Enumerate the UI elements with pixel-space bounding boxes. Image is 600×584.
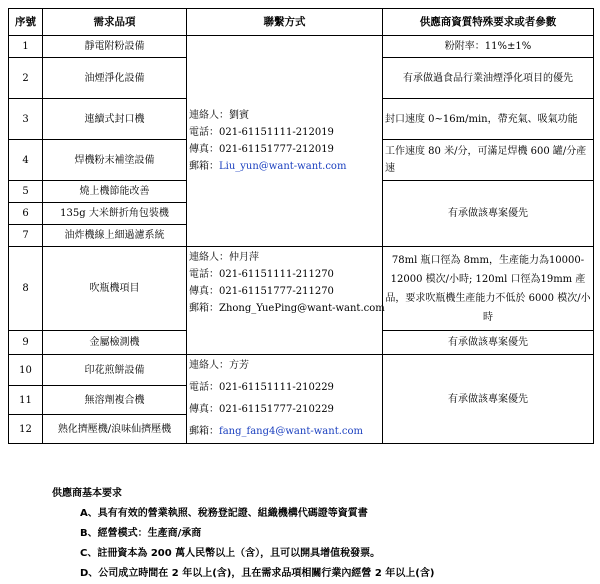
row-item: 金屬檢測機 — [43, 331, 187, 355]
email-label: 郵箱： — [189, 426, 219, 437]
table-row — [9, 247, 594, 331]
row-number: 12 — [9, 415, 43, 444]
email-label: 郵箱： — [189, 161, 219, 172]
contact-name: 連絡人：方芳 — [189, 360, 249, 371]
contact-cell-2 — [187, 247, 383, 355]
contact-phone: 電話：021-61151111-210229 — [189, 382, 334, 393]
row-requirement: 有承做該專案優先 — [383, 331, 594, 355]
note-item-b: B、經營模式：生產商/承商 — [80, 528, 202, 539]
contact-email-line — [189, 300, 385, 317]
header-contact: 聯繫方式 — [187, 9, 383, 36]
row-requirement: 粉附率：11%±1% — [383, 36, 594, 58]
table-row — [9, 36, 594, 58]
row-item: 燒上機節能改善 — [43, 181, 187, 203]
contact-email-line — [189, 421, 380, 443]
header-requirements: 供應商資質特殊要求或者參數 — [383, 9, 594, 36]
note-item-d: D、公司成立時間在 2 年以上(含)，且在需求品項相關行業內經營 2 年以上(含) — [80, 568, 435, 579]
row-number: 6 — [9, 203, 43, 225]
contact-name: 連絡人：仲月萍 — [189, 252, 259, 263]
header-item: 需求品項 — [43, 9, 187, 36]
row-item: 焊機粉末補塗設備 — [43, 140, 187, 181]
contact-fax: 傳真：021-61151777-210229 — [189, 404, 334, 415]
row-item: 油煙淨化設備 — [43, 58, 187, 99]
row-requirement: 工作速度 80 米/分，可滿足焊機 600 罐/分產速 — [383, 140, 594, 181]
row-item: 無溶劑複合機 — [43, 386, 187, 415]
note-item-a: A、具有有效的營業執照、稅務登記證、組織機構代碼證等資質書 — [80, 508, 368, 519]
email-link[interactable]: fang_fang4@want-want.com — [219, 426, 363, 437]
email-link[interactable]: Liu_yun@want-want.com — [219, 161, 347, 172]
row-item: 油炸機線上細過濾系統 — [43, 225, 187, 247]
row-number: 1 — [9, 36, 43, 58]
header-seq: 序號 — [9, 9, 43, 36]
row-number: 10 — [9, 355, 43, 386]
contact-cell-3 — [187, 355, 383, 444]
row-requirement-10-12: 有承做該專案優先 — [383, 355, 594, 444]
row-requirement: 78ml 瓶口徑為 8mm，生產能力為10000-12000 模次/小時; 120ml 口徑為19mm 產品，要求吹瓶機生產能力不低於 6000 模次/小時 — [383, 247, 594, 331]
notes-heading: 供應商基本要求 — [52, 488, 122, 499]
row-number: 3 — [9, 99, 43, 140]
row-number: 8 — [9, 247, 43, 331]
row-number: 11 — [9, 386, 43, 415]
row-item: 靜電附粉設備 — [43, 36, 187, 58]
row-item: 吹瓶機項目 — [43, 247, 187, 331]
row-item: 135g 大米餅折角包裝機 — [43, 203, 187, 225]
row-requirement-5-7: 有承做該專案優先 — [383, 181, 594, 247]
row-item: 連續式封口機 — [43, 99, 187, 140]
row-number: 7 — [9, 225, 43, 247]
contact-email-line — [189, 158, 380, 175]
email-label: 郵箱： — [189, 303, 219, 314]
row-item: 印花煎餅設備 — [43, 355, 187, 386]
row-number: 4 — [9, 140, 43, 181]
row-requirement: 有承做過食品行業油煙淨化項目的優先 — [383, 58, 594, 99]
contact-name: 連絡人：劉賓 — [189, 110, 249, 121]
contact-fax: 傳真：021-61151777-211270 — [189, 286, 334, 297]
row-requirement: 封口速度 0~16m/min，帶充氣、吸氣功能 — [383, 99, 594, 140]
row-number: 2 — [9, 58, 43, 99]
contact-cell-1 — [187, 36, 383, 247]
row-number: 9 — [9, 331, 43, 355]
supplier-requirements — [52, 484, 434, 584]
requirements-table — [8, 8, 594, 444]
row-item: 熟化擠壓機/浪味仙擠壓機 — [43, 415, 187, 444]
note-item-c: C、註冊資本為 200 萬人民幣以上（含），且可以開具增值稅發票。 — [80, 548, 381, 559]
table-row — [9, 355, 594, 386]
email-link[interactable]: Zhong_YuePing@want-want.com — [219, 303, 385, 314]
contact-fax: 傳真：021-61151777-212019 — [189, 144, 334, 155]
contact-phone: 電話：021-61151111-212019 — [189, 127, 334, 138]
row-number: 5 — [9, 181, 43, 203]
table-header-row — [9, 9, 594, 36]
contact-phone: 電話：021-61151111-211270 — [189, 269, 334, 280]
